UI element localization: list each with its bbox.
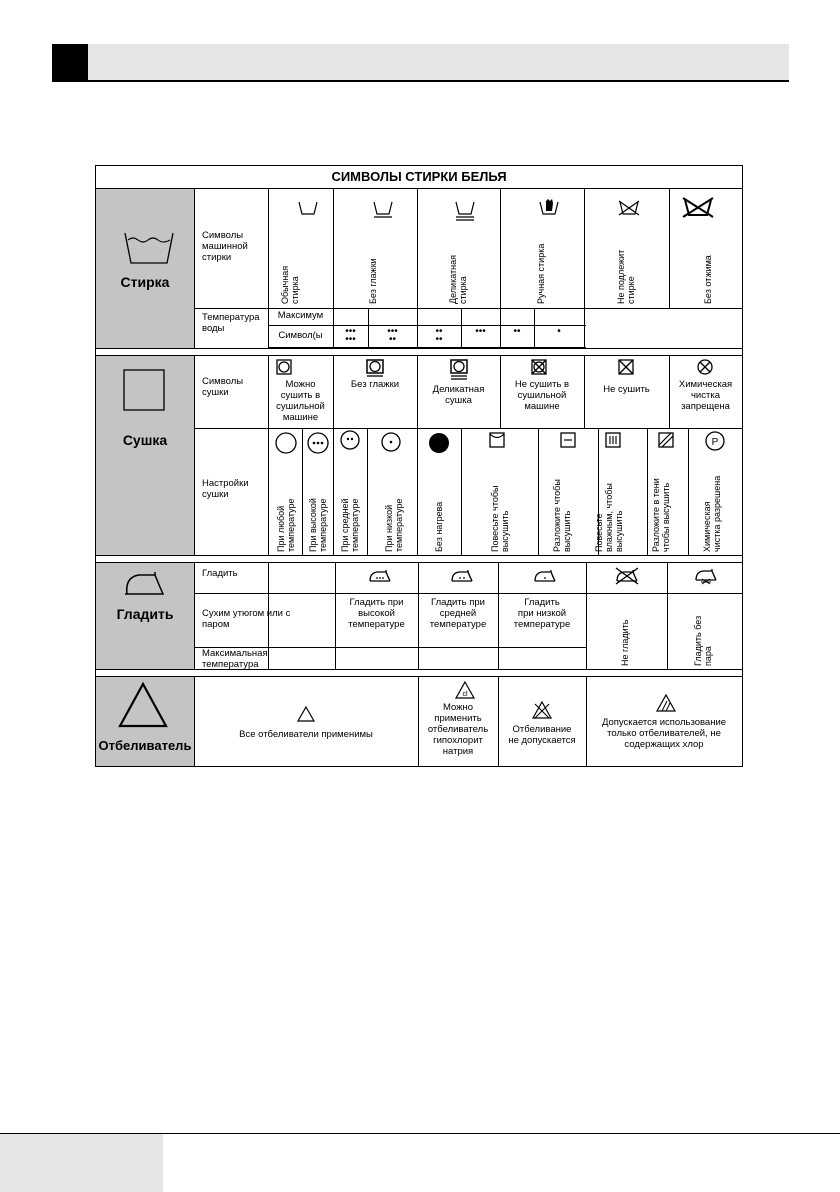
no-bleach-icon <box>532 701 552 719</box>
non-chlorine-bleach-icon <box>656 694 676 712</box>
drip-dry-icon <box>605 432 621 448</box>
header-marker <box>52 44 88 82</box>
bleach-triangle-icon <box>118 682 168 728</box>
ironing-category-label: Гладить <box>116 606 174 622</box>
wash-normal-icon <box>298 200 318 216</box>
low-temp-icon <box>381 432 401 452</box>
iron-low-label: Гладить при низкой температуре <box>513 597 571 630</box>
no-iron-label: Не гладить <box>620 619 630 666</box>
line-dry-icon <box>489 432 505 448</box>
tumble-dry-no-iron-label: Без глажки <box>350 379 400 390</box>
do-not-dry-icon <box>618 359 634 375</box>
line-dry-label: Повесьте чтобы высушить <box>490 485 510 552</box>
medium-temp-icon <box>340 430 360 450</box>
dots-symbol: •• <box>513 326 521 337</box>
high-temp-label: При высокой температуре <box>308 498 328 552</box>
non-chlorine-bleach-label: Допускается использование только отбеливателей, не содержащих хлор <box>601 717 727 750</box>
wash-no-spin-label: Без отжима <box>703 255 713 304</box>
do-not-dry-label: Не сушить <box>603 384 650 395</box>
chlorine-bleach-label: Можно применить отбеливатель гипохлорит натрия <box>427 702 489 757</box>
dry-steam-label: Сухим утюгом или с паром <box>202 608 291 630</box>
iron-high-label: Гладить при высокой температуре <box>348 597 405 630</box>
dots-symbol: ••• •• <box>387 326 398 345</box>
tumble-dry-delicate-label: Деликатная сушка <box>432 384 485 406</box>
medium-temp-label: При средней температуре <box>340 498 360 552</box>
any-temp-label: При любой температуре <box>276 498 296 552</box>
chlorine-bleach-icon <box>455 681 475 699</box>
section-gap <box>96 555 742 563</box>
wash-forbidden-icon <box>618 200 640 216</box>
section-gap <box>96 348 742 356</box>
symbol-label: Символ(ы <box>278 330 323 341</box>
no-heat-icon <box>428 432 450 454</box>
footer-box <box>0 1134 163 1192</box>
iron-medium-label: Гладить при средней температуре <box>429 597 487 630</box>
dry-clean-allowed-icon <box>705 431 725 451</box>
tumble-dry-no-iron-icon <box>366 359 384 377</box>
wash-delicate-label: Деликатная стирка <box>448 255 468 304</box>
max-temp-label: Максимальная температура <box>202 648 268 670</box>
iron-icon <box>121 569 167 597</box>
dots-symbol: • <box>557 326 561 337</box>
no-dry-clean-icon <box>697 359 713 375</box>
no-heat-label: Без нагрева <box>434 501 444 552</box>
no-dry-clean-label: Химическая чистка запрещена <box>678 379 733 412</box>
iron-high-icon <box>368 569 392 583</box>
dots-symbol: ••• <box>475 326 486 337</box>
wash-no-spin-icon <box>682 197 714 217</box>
no-steam-label: Гладить без пара <box>693 615 713 666</box>
flat-dry-label: Разложите чтобы высушить <box>552 479 572 552</box>
any-temp-icon <box>275 432 297 454</box>
shade-dry-label: Разложите в тени чтобы высушить <box>651 478 671 552</box>
tumble-dry-label: Можно сушить в сушильной машине <box>276 379 325 423</box>
tumble-dry-icon <box>276 359 292 375</box>
flat-dry-icon <box>560 432 576 448</box>
washing-category-label: Стирка <box>120 274 170 290</box>
no-tumble-dry-icon <box>531 359 547 375</box>
bleach-category-label: Отбеливатель <box>98 738 192 753</box>
high-temp-icon <box>307 432 329 454</box>
dry-clean-allowed-label: Химическая чистка разрешена <box>702 475 722 552</box>
washing-category-cell <box>96 189 195 348</box>
wash-forbidden-label: Не подлежит стирке <box>616 249 636 304</box>
svg-text:cl: cl <box>462 691 468 698</box>
drip-dry-label: Повесьте влажным, чтобы высушить <box>594 483 624 552</box>
low-temp-label: При низкой температуре <box>384 498 404 552</box>
dots-symbol: •• •• <box>435 326 443 345</box>
drying-category-label: Сушка <box>122 432 168 448</box>
water-temp-label: Температура воды <box>202 312 260 334</box>
wash-normal-label: Обычная стирка <box>280 265 300 304</box>
wash-tub-icon <box>123 229 175 265</box>
wash-no-iron-label: Без глажки <box>368 258 378 304</box>
wash-hand-icon <box>539 198 559 216</box>
iron-medium-icon <box>450 569 474 583</box>
laundry-symbols-table <box>95 165 743 767</box>
svg-text:P: P <box>711 437 719 448</box>
any-bleach-label: Все отбеливатели применимы <box>239 729 373 740</box>
no-iron-icon <box>615 567 639 585</box>
max-label: Максимум <box>277 310 324 321</box>
wash-hand-label: Ручная стирка <box>536 243 546 304</box>
header-bar <box>88 44 789 82</box>
iron-label: Гладить <box>202 568 238 579</box>
wash-delicate-icon <box>455 200 475 220</box>
no-bleach-label: Отбеливание не допускается <box>508 724 576 746</box>
wash-no-iron-icon <box>373 200 393 216</box>
iron-low-icon <box>533 569 557 583</box>
wash-symbols-label: Символы машинной стирки <box>202 230 248 263</box>
drying-symbols-label: Символы сушки <box>202 376 244 398</box>
no-tumble-dry-label: Не сушить в сушильной машине <box>514 379 570 412</box>
shade-dry-icon <box>658 432 674 448</box>
table-title: СИМВОЛЫ СТИРКИ БЕЛЬЯ <box>96 166 742 189</box>
any-bleach-icon <box>297 706 315 722</box>
section-gap <box>96 669 742 677</box>
dots-symbol: ••• ••• <box>345 326 356 345</box>
no-steam-icon <box>693 567 719 585</box>
drying-square-icon <box>123 369 165 411</box>
tumble-dry-delicate-icon <box>450 359 468 381</box>
drying-settings-label: Настройки сушки <box>202 478 249 500</box>
